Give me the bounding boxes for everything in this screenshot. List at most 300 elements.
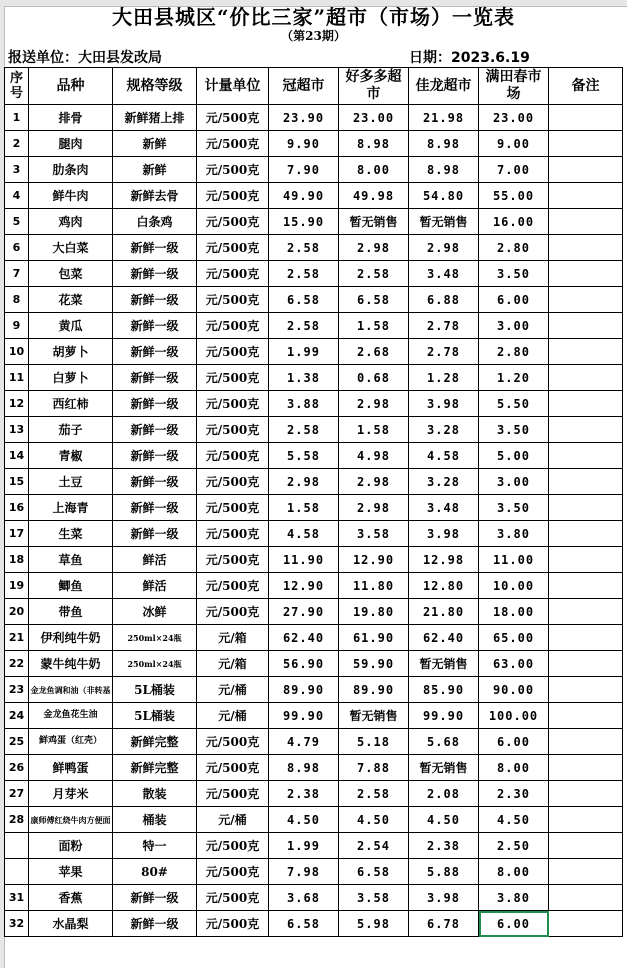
cell-unit[interactable]: 元/500克 bbox=[197, 859, 269, 885]
cell-remarks[interactable] bbox=[549, 911, 623, 937]
cell-remarks[interactable] bbox=[549, 131, 623, 157]
cell-seq[interactable]: 9 bbox=[5, 313, 29, 339]
cell-price-haoduoduo[interactable]: 2.58 bbox=[339, 261, 409, 287]
cell-unit[interactable]: 元/500克 bbox=[197, 313, 269, 339]
cell-price-jialong[interactable]: 62.40 bbox=[409, 625, 479, 651]
cell-price-haoduoduo[interactable]: 暂无销售 bbox=[339, 703, 409, 729]
cell-seq[interactable]: 18 bbox=[5, 547, 29, 573]
cell-price-jialong[interactable]: 21.98 bbox=[409, 105, 479, 131]
cell-seq[interactable] bbox=[5, 833, 29, 859]
cell-price-jialong[interactable]: 2.78 bbox=[409, 339, 479, 365]
cell-price-jialong[interactable]: 6.88 bbox=[409, 287, 479, 313]
cell-item[interactable]: 鲜鸡蛋（红壳） bbox=[29, 729, 113, 755]
cell-item[interactable]: 带鱼 bbox=[29, 599, 113, 625]
cell-spec[interactable]: 新鲜一级 bbox=[113, 495, 197, 521]
cell-item[interactable]: 包菜 bbox=[29, 261, 113, 287]
cell-spec[interactable]: 桶装 bbox=[113, 807, 197, 833]
cell-price-mantianchun[interactable]: 2.30 bbox=[479, 781, 549, 807]
cell-unit[interactable]: 元/箱 bbox=[197, 651, 269, 677]
cell-seq[interactable]: 28 bbox=[5, 807, 29, 833]
cell-item[interactable]: 面粉 bbox=[29, 833, 113, 859]
cell-item[interactable]: 水晶梨 bbox=[29, 911, 113, 937]
cell-price-jialong[interactable]: 8.98 bbox=[409, 131, 479, 157]
cell-remarks[interactable] bbox=[549, 547, 623, 573]
cell-item[interactable]: 白萝卜 bbox=[29, 365, 113, 391]
cell-unit[interactable]: 元/500克 bbox=[197, 261, 269, 287]
cell-price-guanchao[interactable]: 2.58 bbox=[269, 417, 339, 443]
cell-item[interactable]: 鸡肉 bbox=[29, 209, 113, 235]
cell-price-guanchao[interactable]: 1.99 bbox=[269, 833, 339, 859]
cell-spec[interactable]: 新鲜一级 bbox=[113, 417, 197, 443]
cell-price-guanchao[interactable]: 2.58 bbox=[269, 261, 339, 287]
cell-price-haoduoduo[interactable]: 4.50 bbox=[339, 807, 409, 833]
cell-price-mantianchun[interactable]: 10.00 bbox=[479, 573, 549, 599]
cell-remarks[interactable] bbox=[549, 729, 623, 755]
cell-price-jialong[interactable]: 8.98 bbox=[409, 157, 479, 183]
cell-price-jialong[interactable]: 3.98 bbox=[409, 885, 479, 911]
cell-seq[interactable]: 20 bbox=[5, 599, 29, 625]
cell-spec[interactable]: 新鲜 bbox=[113, 157, 197, 183]
header-item[interactable]: 品种 bbox=[29, 68, 113, 105]
cell-price-mantianchun[interactable]: 5.00 bbox=[479, 443, 549, 469]
cell-seq[interactable]: 6 bbox=[5, 235, 29, 261]
cell-price-haoduoduo[interactable]: 7.88 bbox=[339, 755, 409, 781]
cell-seq[interactable]: 2 bbox=[5, 131, 29, 157]
cell-price-guanchao[interactable]: 2.58 bbox=[269, 313, 339, 339]
cell-seq[interactable]: 16 bbox=[5, 495, 29, 521]
cell-price-jialong[interactable]: 暂无销售 bbox=[409, 755, 479, 781]
cell-price-guanchao[interactable]: 3.68 bbox=[269, 885, 339, 911]
cell-item[interactable]: 排骨 bbox=[29, 105, 113, 131]
cell-spec[interactable]: 新鲜完整 bbox=[113, 755, 197, 781]
cell-remarks[interactable] bbox=[549, 157, 623, 183]
cell-price-mantianchun[interactable]: 2.80 bbox=[479, 235, 549, 261]
cell-spec[interactable]: 特一 bbox=[113, 833, 197, 859]
cell-unit[interactable]: 元/桶 bbox=[197, 703, 269, 729]
cell-price-haoduoduo[interactable]: 2.98 bbox=[339, 495, 409, 521]
cell-price-haoduoduo[interactable]: 1.58 bbox=[339, 417, 409, 443]
cell-price-guanchao[interactable]: 1.99 bbox=[269, 339, 339, 365]
cell-price-guanchao[interactable]: 15.90 bbox=[269, 209, 339, 235]
cell-price-guanchao[interactable]: 4.58 bbox=[269, 521, 339, 547]
cell-price-haoduoduo[interactable]: 2.58 bbox=[339, 781, 409, 807]
cell-price-guanchao[interactable]: 62.40 bbox=[269, 625, 339, 651]
header-store-guanchao[interactable]: 冠超市 bbox=[269, 68, 339, 105]
cell-unit[interactable]: 元/500克 bbox=[197, 547, 269, 573]
cell-unit[interactable]: 元/500克 bbox=[197, 495, 269, 521]
header-store-jialong[interactable]: 佳龙超市 bbox=[409, 68, 479, 105]
cell-unit[interactable]: 元/500克 bbox=[197, 339, 269, 365]
cell-price-guanchao[interactable]: 2.98 bbox=[269, 469, 339, 495]
cell-price-haoduoduo[interactable]: 2.98 bbox=[339, 391, 409, 417]
cell-item[interactable]: 腿肉 bbox=[29, 131, 113, 157]
cell-spec[interactable]: 鲜活 bbox=[113, 573, 197, 599]
cell-price-jialong[interactable]: 2.98 bbox=[409, 235, 479, 261]
cell-price-guanchao[interactable]: 4.79 bbox=[269, 729, 339, 755]
cell-item[interactable]: 花菜 bbox=[29, 287, 113, 313]
cell-price-mantianchun[interactable]: 6.00 bbox=[479, 911, 549, 937]
cell-spec[interactable]: 白条鸡 bbox=[113, 209, 197, 235]
cell-unit[interactable]: 元/桶 bbox=[197, 677, 269, 703]
cell-price-guanchao[interactable]: 5.58 bbox=[269, 443, 339, 469]
cell-unit[interactable]: 元/500克 bbox=[197, 157, 269, 183]
cell-unit[interactable]: 元/500克 bbox=[197, 573, 269, 599]
cell-unit[interactable]: 元/500克 bbox=[197, 781, 269, 807]
cell-item[interactable]: 金龙鱼花生油 bbox=[29, 703, 113, 729]
cell-price-haoduoduo[interactable]: 23.00 bbox=[339, 105, 409, 131]
cell-spec[interactable]: 新鲜一级 bbox=[113, 391, 197, 417]
cell-unit[interactable]: 元/500克 bbox=[197, 469, 269, 495]
cell-remarks[interactable] bbox=[549, 495, 623, 521]
cell-price-mantianchun[interactable]: 23.00 bbox=[479, 105, 549, 131]
cell-price-jialong[interactable]: 2.08 bbox=[409, 781, 479, 807]
cell-unit[interactable]: 元/500克 bbox=[197, 235, 269, 261]
cell-price-jialong[interactable]: 12.80 bbox=[409, 573, 479, 599]
cell-seq[interactable]: 11 bbox=[5, 365, 29, 391]
cell-price-mantianchun[interactable]: 3.50 bbox=[479, 417, 549, 443]
cell-price-haoduoduo[interactable]: 2.54 bbox=[339, 833, 409, 859]
cell-price-haoduoduo[interactable]: 6.58 bbox=[339, 287, 409, 313]
cell-seq[interactable]: 23 bbox=[5, 677, 29, 703]
cell-price-jialong[interactable]: 6.78 bbox=[409, 911, 479, 937]
cell-price-jialong[interactable]: 1.28 bbox=[409, 365, 479, 391]
cell-price-guanchao[interactable]: 8.98 bbox=[269, 755, 339, 781]
cell-price-haoduoduo[interactable]: 2.68 bbox=[339, 339, 409, 365]
cell-unit[interactable]: 元/500克 bbox=[197, 833, 269, 859]
cell-seq[interactable]: 27 bbox=[5, 781, 29, 807]
cell-price-guanchao[interactable]: 11.90 bbox=[269, 547, 339, 573]
cell-price-haoduoduo[interactable]: 11.80 bbox=[339, 573, 409, 599]
cell-spec[interactable]: 散装 bbox=[113, 781, 197, 807]
cell-price-mantianchun[interactable]: 8.00 bbox=[479, 859, 549, 885]
cell-price-guanchao[interactable]: 7.90 bbox=[269, 157, 339, 183]
cell-seq[interactable]: 24 bbox=[5, 703, 29, 729]
cell-remarks[interactable] bbox=[549, 443, 623, 469]
cell-remarks[interactable] bbox=[549, 183, 623, 209]
cell-price-haoduoduo[interactable]: 5.98 bbox=[339, 911, 409, 937]
cell-price-haoduoduo[interactable]: 2.98 bbox=[339, 469, 409, 495]
cell-spec[interactable]: 新鲜一级 bbox=[113, 521, 197, 547]
cell-price-mantianchun[interactable]: 55.00 bbox=[479, 183, 549, 209]
cell-price-mantianchun[interactable]: 100.00 bbox=[479, 703, 549, 729]
cell-spec[interactable]: 冰鲜 bbox=[113, 599, 197, 625]
cell-price-guanchao[interactable]: 1.38 bbox=[269, 365, 339, 391]
cell-price-jialong[interactable]: 3.98 bbox=[409, 521, 479, 547]
cell-price-haoduoduo[interactable]: 6.58 bbox=[339, 859, 409, 885]
table-row bbox=[5, 833, 623, 859]
cell-remarks[interactable] bbox=[549, 807, 623, 833]
cell-price-mantianchun[interactable]: 3.00 bbox=[479, 313, 549, 339]
cell-price-mantianchun[interactable]: 7.00 bbox=[479, 157, 549, 183]
cell-item[interactable]: 黄瓜 bbox=[29, 313, 113, 339]
cell-price-guanchao[interactable]: 99.90 bbox=[269, 703, 339, 729]
cell-price-mantianchun[interactable]: 8.00 bbox=[479, 755, 549, 781]
cell-spec[interactable]: 新鲜去骨 bbox=[113, 183, 197, 209]
cell-unit[interactable]: 元/500克 bbox=[197, 287, 269, 313]
cell-item[interactable]: 香蕉 bbox=[29, 885, 113, 911]
cell-price-haoduoduo[interactable]: 3.58 bbox=[339, 885, 409, 911]
cell-price-jialong[interactable]: 3.28 bbox=[409, 469, 479, 495]
cell-price-haoduoduo[interactable]: 0.68 bbox=[339, 365, 409, 391]
cell-unit[interactable]: 元/500克 bbox=[197, 885, 269, 911]
cell-price-guanchao[interactable]: 12.90 bbox=[269, 573, 339, 599]
cell-remarks[interactable] bbox=[549, 339, 623, 365]
cell-price-haoduoduo[interactable]: 19.80 bbox=[339, 599, 409, 625]
cell-remarks[interactable] bbox=[549, 885, 623, 911]
cell-seq[interactable]: 15 bbox=[5, 469, 29, 495]
cell-item[interactable]: 土豆 bbox=[29, 469, 113, 495]
cell-price-haoduoduo[interactable]: 49.98 bbox=[339, 183, 409, 209]
cell-unit[interactable]: 元/500克 bbox=[197, 391, 269, 417]
cell-item[interactable]: 鲫鱼 bbox=[29, 573, 113, 599]
cell-price-haoduoduo[interactable]: 8.00 bbox=[339, 157, 409, 183]
cell-spec[interactable]: 新鲜一级 bbox=[113, 287, 197, 313]
cell-unit[interactable]: 元/500克 bbox=[197, 183, 269, 209]
cell-remarks[interactable] bbox=[549, 677, 623, 703]
cell-remarks[interactable] bbox=[549, 235, 623, 261]
cell-price-jialong[interactable]: 暂无销售 bbox=[409, 651, 479, 677]
cell-spec[interactable]: 新鲜一级 bbox=[113, 235, 197, 261]
cell-remarks[interactable] bbox=[549, 781, 623, 807]
cell-price-haoduoduo[interactable]: 61.90 bbox=[339, 625, 409, 651]
cell-remarks[interactable] bbox=[549, 703, 623, 729]
cell-item[interactable]: 伊利纯牛奶 bbox=[29, 625, 113, 651]
cell-remarks[interactable] bbox=[549, 365, 623, 391]
cell-remarks[interactable] bbox=[549, 313, 623, 339]
cell-seq[interactable]: 31 bbox=[5, 885, 29, 911]
cell-price-haoduoduo[interactable]: 2.98 bbox=[339, 235, 409, 261]
cell-item[interactable]: 青椒 bbox=[29, 443, 113, 469]
cell-price-mantianchun[interactable]: 3.00 bbox=[479, 469, 549, 495]
cell-item[interactable]: 上海青 bbox=[29, 495, 113, 521]
cell-price-haoduoduo[interactable]: 89.90 bbox=[339, 677, 409, 703]
cell-item[interactable]: 草鱼 bbox=[29, 547, 113, 573]
price-table bbox=[4, 67, 623, 937]
cell-remarks[interactable] bbox=[549, 105, 623, 131]
cell-price-jialong[interactable]: 5.68 bbox=[409, 729, 479, 755]
cell-price-haoduoduo[interactable]: 12.90 bbox=[339, 547, 409, 573]
cell-price-guanchao[interactable]: 7.98 bbox=[269, 859, 339, 885]
cell-price-guanchao[interactable]: 4.50 bbox=[269, 807, 339, 833]
header-remarks[interactable]: 备注 bbox=[549, 68, 623, 105]
cell-seq[interactable]: 32 bbox=[5, 911, 29, 937]
cell-price-guanchao[interactable]: 49.90 bbox=[269, 183, 339, 209]
cell-price-mantianchun[interactable]: 11.00 bbox=[479, 547, 549, 573]
cell-price-jialong[interactable]: 4.50 bbox=[409, 807, 479, 833]
cell-unit[interactable]: 元/500克 bbox=[197, 599, 269, 625]
cell-price-mantianchun[interactable]: 63.00 bbox=[479, 651, 549, 677]
cell-price-guanchao[interactable]: 6.58 bbox=[269, 911, 339, 937]
cell-seq[interactable]: 5 bbox=[5, 209, 29, 235]
cell-price-mantianchun[interactable]: 3.80 bbox=[479, 885, 549, 911]
cell-item[interactable]: 胡萝卜 bbox=[29, 339, 113, 365]
cell-price-guanchao[interactable]: 2.38 bbox=[269, 781, 339, 807]
cell-price-haoduoduo[interactable]: 5.18 bbox=[339, 729, 409, 755]
cell-spec[interactable]: 新鲜一级 bbox=[113, 443, 197, 469]
cell-spec[interactable]: 新鲜一级 bbox=[113, 365, 197, 391]
cell-price-haoduoduo[interactable]: 3.58 bbox=[339, 521, 409, 547]
cell-spec[interactable]: 新鲜 bbox=[113, 131, 197, 157]
cell-price-mantianchun[interactable]: 2.50 bbox=[479, 833, 549, 859]
cell-spec[interactable]: 新鲜一级 bbox=[113, 313, 197, 339]
cell-spec[interactable]: 新鲜一级 bbox=[113, 885, 197, 911]
cell-price-mantianchun[interactable]: 3.80 bbox=[479, 521, 549, 547]
cell-price-jialong[interactable]: 99.90 bbox=[409, 703, 479, 729]
cell-price-jialong[interactable]: 3.48 bbox=[409, 261, 479, 287]
cell-price-guanchao[interactable]: 3.88 bbox=[269, 391, 339, 417]
cell-spec[interactable]: 新鲜猪上排 bbox=[113, 105, 197, 131]
cell-price-jialong[interactable]: 4.58 bbox=[409, 443, 479, 469]
cell-unit[interactable]: 元/500克 bbox=[197, 911, 269, 937]
cell-seq[interactable]: 1 bbox=[5, 105, 29, 131]
cell-item[interactable]: 肋条肉 bbox=[29, 157, 113, 183]
cell-price-jialong[interactable]: 2.78 bbox=[409, 313, 479, 339]
cell-remarks[interactable] bbox=[549, 391, 623, 417]
header-unit[interactable]: 计量单位 bbox=[197, 68, 269, 105]
cell-unit[interactable]: 元/500克 bbox=[197, 417, 269, 443]
cell-item[interactable]: 西红柿 bbox=[29, 391, 113, 417]
cell-price-mantianchun[interactable]: 1.20 bbox=[479, 365, 549, 391]
cell-price-jialong[interactable]: 21.80 bbox=[409, 599, 479, 625]
cell-remarks[interactable] bbox=[549, 651, 623, 677]
cell-price-haoduoduo[interactable]: 4.98 bbox=[339, 443, 409, 469]
cell-spec[interactable]: 鲜活 bbox=[113, 547, 197, 573]
cell-price-guanchao[interactable]: 23.90 bbox=[269, 105, 339, 131]
cell-price-mantianchun[interactable]: 90.00 bbox=[479, 677, 549, 703]
cell-remarks[interactable] bbox=[549, 261, 623, 287]
cell-price-jialong[interactable]: 2.38 bbox=[409, 833, 479, 859]
cell-item[interactable]: 大白菜 bbox=[29, 235, 113, 261]
cell-spec[interactable]: 5L桶装 bbox=[113, 677, 197, 703]
cell-remarks[interactable] bbox=[549, 755, 623, 781]
cell-seq[interactable]: 25 bbox=[5, 729, 29, 755]
cell-price-jialong[interactable]: 5.88 bbox=[409, 859, 479, 885]
cell-price-mantianchun[interactable]: 3.50 bbox=[479, 495, 549, 521]
cell-seq[interactable]: 12 bbox=[5, 391, 29, 417]
cell-price-mantianchun[interactable]: 18.00 bbox=[479, 599, 549, 625]
cell-remarks[interactable] bbox=[549, 287, 623, 313]
cell-price-haoduoduo[interactable]: 8.98 bbox=[339, 131, 409, 157]
cell-price-jialong[interactable]: 85.90 bbox=[409, 677, 479, 703]
cell-price-guanchao[interactable]: 9.90 bbox=[269, 131, 339, 157]
cell-unit[interactable]: 元/500克 bbox=[197, 521, 269, 547]
cell-spec[interactable]: 新鲜完整 bbox=[113, 729, 197, 755]
header-store-haoduoduo[interactable]: 好多多超市 bbox=[339, 68, 409, 105]
cell-price-guanchao[interactable]: 89.90 bbox=[269, 677, 339, 703]
cell-price-jialong[interactable]: 3.48 bbox=[409, 495, 479, 521]
cell-spec[interactable]: 250ml×24瓶 bbox=[113, 651, 197, 677]
cell-spec[interactable]: 5L桶装 bbox=[113, 703, 197, 729]
cell-seq[interactable]: 7 bbox=[5, 261, 29, 287]
cell-spec[interactable]: 新鲜一级 bbox=[113, 339, 197, 365]
cell-unit[interactable]: 元/500克 bbox=[197, 365, 269, 391]
cell-price-haoduoduo[interactable]: 1.58 bbox=[339, 313, 409, 339]
cell-price-jialong[interactable]: 暂无销售 bbox=[409, 209, 479, 235]
cell-price-mantianchun[interactable]: 9.00 bbox=[479, 131, 549, 157]
cell-item[interactable]: 月芽米 bbox=[29, 781, 113, 807]
cell-price-jialong[interactable]: 3.28 bbox=[409, 417, 479, 443]
cell-unit[interactable]: 元/500克 bbox=[197, 105, 269, 131]
cell-price-mantianchun[interactable]: 6.00 bbox=[479, 287, 549, 313]
header-market-mantianchun[interactable]: 满田春市场 bbox=[479, 68, 549, 105]
cell-seq[interactable]: 17 bbox=[5, 521, 29, 547]
cell-remarks[interactable] bbox=[549, 859, 623, 885]
cell-seq[interactable]: 26 bbox=[5, 755, 29, 781]
cell-price-haoduoduo[interactable]: 暂无销售 bbox=[339, 209, 409, 235]
cell-item[interactable]: 蒙牛纯牛奶 bbox=[29, 651, 113, 677]
cell-price-guanchao[interactable]: 27.90 bbox=[269, 599, 339, 625]
cell-spec[interactable]: 新鲜一级 bbox=[113, 261, 197, 287]
cell-item[interactable]: 金龙鱼调和油（非转基 bbox=[29, 677, 113, 703]
cell-remarks[interactable] bbox=[549, 469, 623, 495]
cell-price-mantianchun[interactable]: 6.00 bbox=[479, 729, 549, 755]
cell-remarks[interactable] bbox=[549, 521, 623, 547]
cell-remarks[interactable] bbox=[549, 573, 623, 599]
cell-item[interactable]: 鲜鸭蛋 bbox=[29, 755, 113, 781]
header-spec[interactable]: 规格等级 bbox=[113, 68, 197, 105]
cell-spec[interactable]: 新鲜一级 bbox=[113, 469, 197, 495]
cell-unit[interactable]: 元/500克 bbox=[197, 755, 269, 781]
cell-unit[interactable]: 元/500克 bbox=[197, 729, 269, 755]
cell-price-mantianchun[interactable]: 16.00 bbox=[479, 209, 549, 235]
cell-remarks[interactable] bbox=[549, 209, 623, 235]
cell-price-jialong[interactable]: 54.80 bbox=[409, 183, 479, 209]
cell-seq[interactable]: 22 bbox=[5, 651, 29, 677]
cell-price-haoduoduo[interactable]: 59.90 bbox=[339, 651, 409, 677]
cell-price-guanchao[interactable]: 2.58 bbox=[269, 235, 339, 261]
cell-remarks[interactable] bbox=[549, 417, 623, 443]
cell-unit[interactable]: 元/500克 bbox=[197, 131, 269, 157]
cell-seq[interactable]: 21 bbox=[5, 625, 29, 651]
cell-item[interactable]: 生菜 bbox=[29, 521, 113, 547]
cell-unit[interactable]: 元/500克 bbox=[197, 209, 269, 235]
cell-price-mantianchun[interactable]: 2.80 bbox=[479, 339, 549, 365]
cell-unit[interactable]: 元/箱 bbox=[197, 625, 269, 651]
cell-seq[interactable]: 3 bbox=[5, 157, 29, 183]
header-seq[interactable]: 序号 bbox=[5, 68, 29, 105]
cell-item[interactable]: 鲜牛肉 bbox=[29, 183, 113, 209]
cell-remarks[interactable] bbox=[549, 833, 623, 859]
cell-price-guanchao[interactable]: 6.58 bbox=[269, 287, 339, 313]
cell-remarks[interactable] bbox=[549, 599, 623, 625]
cell-seq[interactable]: 14 bbox=[5, 443, 29, 469]
cell-item[interactable]: 康师傅红烧牛肉方便面 bbox=[29, 807, 113, 833]
cell-item[interactable]: 苹果 bbox=[29, 859, 113, 885]
cell-unit[interactable]: 元/500克 bbox=[197, 443, 269, 469]
cell-price-guanchao[interactable]: 1.58 bbox=[269, 495, 339, 521]
cell-price-guanchao[interactable]: 56.90 bbox=[269, 651, 339, 677]
cell-price-mantianchun[interactable]: 4.50 bbox=[479, 807, 549, 833]
cell-seq[interactable] bbox=[5, 859, 29, 885]
table-row bbox=[5, 183, 623, 209]
cell-seq[interactable]: 10 bbox=[5, 339, 29, 365]
cell-item[interactable]: 茄子 bbox=[29, 417, 113, 443]
cell-price-jialong[interactable]: 3.98 bbox=[409, 391, 479, 417]
cell-spec[interactable]: 250ml×24瓶 bbox=[113, 625, 197, 651]
cell-unit[interactable]: 元/桶 bbox=[197, 807, 269, 833]
cell-seq[interactable]: 19 bbox=[5, 573, 29, 599]
cell-remarks[interactable] bbox=[549, 625, 623, 651]
cell-price-jialong[interactable]: 12.98 bbox=[409, 547, 479, 573]
cell-spec[interactable]: 新鲜一级 bbox=[113, 911, 197, 937]
cell-seq[interactable]: 8 bbox=[5, 287, 29, 313]
cell-price-mantianchun[interactable]: 65.00 bbox=[479, 625, 549, 651]
cell-spec[interactable]: 80# bbox=[113, 859, 197, 885]
cell-seq[interactable]: 13 bbox=[5, 417, 29, 443]
cell-seq[interactable]: 4 bbox=[5, 183, 29, 209]
cell-price-mantianchun[interactable]: 5.50 bbox=[479, 391, 549, 417]
cell-price-mantianchun[interactable]: 3.50 bbox=[479, 261, 549, 287]
